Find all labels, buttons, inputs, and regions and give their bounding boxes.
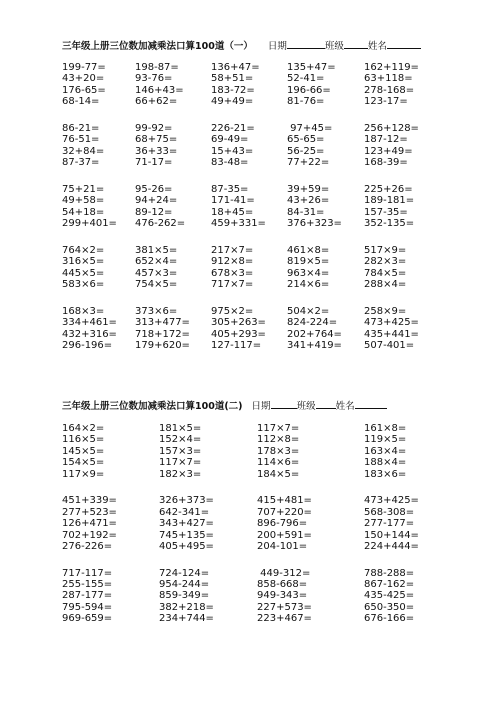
problem-item: 473+425= (364, 495, 419, 507)
class-label: 班级 (296, 401, 316, 412)
problem-item: 256+128= (364, 122, 419, 134)
problem-item: 278-168= (364, 84, 415, 96)
problem-item: 650-350= (364, 601, 415, 613)
problem-item: 136+47= (211, 62, 260, 73)
problem-item: 824-224= (287, 317, 338, 329)
problem-item: 49+58= (62, 195, 105, 207)
problem-item: 678×3= (211, 267, 254, 279)
problem-item: 152×4= (159, 434, 202, 446)
problem-item: 287-177= (62, 590, 113, 602)
problem-item: 296-196= (62, 339, 113, 351)
problem-item: 164×2= (62, 423, 105, 434)
problem-item: 145×5= (62, 445, 105, 457)
problem-item: 376+323= (287, 218, 342, 230)
problem-item: 119×5= (364, 434, 407, 446)
problem-item: 58+51= (211, 73, 254, 85)
problem-item: 15+43= (211, 145, 254, 157)
problem-item: 415+481= (257, 495, 312, 507)
class-label: 班级 (324, 41, 344, 52)
problem-item: 114×6= (257, 457, 300, 469)
problem-item: 188×4= (364, 457, 407, 469)
problem-item: 43+20= (62, 73, 105, 85)
problem-item: 276-226= (62, 540, 113, 552)
problem-item: 77+22= (287, 157, 330, 169)
problem-item: 507-401= (364, 339, 415, 351)
class-blank[interactable] (316, 399, 336, 409)
problem-item: 163×4= (364, 445, 407, 457)
problem-item: 718+172= (135, 328, 190, 340)
problem-item: 473+425= (364, 317, 419, 329)
problem-item: 305+263= (211, 317, 266, 329)
name-label: 姓名 (335, 401, 355, 412)
problem-item: 717×7= (211, 279, 254, 291)
problem-item: 187-12= (364, 134, 408, 146)
problem-item: 204-101= (257, 540, 308, 552)
problem-item: 583×6= (62, 279, 105, 291)
problem-item: 788-288= (364, 567, 415, 579)
problem-item: 435+441= (364, 328, 419, 340)
problem-item: 178×3= (257, 445, 300, 457)
problem-item: 63+118= (364, 73, 413, 85)
problem-item: 255-155= (62, 579, 113, 591)
problem-item: 227+573= (257, 601, 312, 613)
problem-item: 200+591= (257, 529, 312, 541)
problem-item: 954-244= (159, 579, 210, 591)
problem-item: 52-41= (287, 73, 325, 85)
problem-item: 161×8= (364, 423, 407, 434)
problem-item: 75+21= (62, 183, 105, 195)
name-label: 姓名 (367, 41, 387, 52)
problem-item: 745+135= (159, 529, 214, 541)
problem-item: 277-177= (364, 518, 415, 530)
class-blank[interactable] (344, 39, 368, 49)
name-blank[interactable] (387, 39, 421, 49)
problem-item: 234+744= (159, 613, 214, 625)
date-label: 日期 (267, 41, 287, 52)
problem-item: 381×5= (135, 244, 178, 256)
problem-item: 76-51= (62, 134, 100, 146)
section1-title: 三年级上册三位数加减乘法口算100道（一） (62, 41, 253, 52)
problem-item: 162+119= (364, 62, 419, 73)
problem-item: 182×3= (159, 468, 202, 480)
problem-item: 176-65= (62, 84, 106, 96)
section1-header (62, 38, 421, 52)
section1-fields (268, 41, 421, 52)
problem-item: 150+144= (364, 529, 419, 541)
problem-item: 49+49= (211, 96, 254, 108)
problem-item: 36+33= (135, 145, 178, 157)
name-blank[interactable] (355, 399, 387, 409)
problem-item: 963×4= (287, 267, 330, 279)
problem-item: 258×9= (364, 305, 407, 317)
problem-item: 277+523= (62, 506, 117, 518)
problem-item: 226-21= (211, 122, 255, 134)
problem-item: 975×2= (211, 305, 254, 317)
problem-item: 451+339= (62, 495, 117, 507)
problem-item: 288×4= (364, 279, 407, 291)
problem-item: 784×5= (364, 267, 407, 279)
problem-item: 724-124= (159, 567, 210, 579)
problem-item: 435-425= (364, 590, 415, 602)
problem-item: 66+62= (135, 96, 178, 108)
problem-item: 313+477= (135, 317, 190, 329)
problem-item: 299+401= (62, 218, 117, 230)
problem-item: 352-135= (364, 218, 415, 230)
problem-item: 198-87= (135, 62, 179, 73)
problem-item: 504×2= (287, 305, 330, 317)
problem-item: 282×3= (364, 256, 407, 268)
problem-item: 39+59= (287, 183, 330, 195)
problem-item: 157×3= (159, 445, 202, 457)
problem-item: 168×3= (62, 305, 105, 317)
problem-item: 32+84= (62, 145, 105, 157)
problem-item: 123-17= (364, 96, 408, 108)
problem-item: 84-31= (287, 206, 325, 218)
problem-item: 154×5= (62, 457, 105, 469)
problem-item: 87-35= (211, 183, 249, 195)
problem-item: 202+764= (287, 328, 342, 340)
problem-item: 405+293= (211, 328, 266, 340)
problem-item: 93-76= (135, 73, 173, 85)
problem-item: 795-594= (62, 601, 113, 613)
section2-title: 三年级上册三位数加减乘法口算100道(二) (62, 401, 243, 412)
problem-item: 819×5= (287, 256, 330, 268)
problem-item: 87-37= (62, 157, 100, 169)
problem-item: 97+45= (287, 122, 333, 134)
problem-item: 341+419= (287, 339, 342, 351)
problem-item: 896-796= (257, 518, 308, 530)
problem-item: 112×8= (257, 434, 300, 446)
problem-item: 146+43= (135, 84, 184, 96)
problem-item: 459+331= (211, 218, 266, 230)
problem-item: 476-262= (135, 218, 186, 230)
problem-item: 224+444= (364, 540, 419, 552)
problem-item: 83-48= (211, 157, 249, 169)
problem-item: 754×5= (135, 279, 178, 291)
problem-item: 707+220= (257, 506, 312, 518)
problem-item: 457×3= (135, 267, 178, 279)
problem-item: 179+620= (135, 339, 190, 351)
problem-item: 189-181= (364, 195, 415, 207)
problem-item: 717-117= (62, 567, 113, 579)
problem-item: 116×5= (62, 434, 105, 446)
problem-item: 949-343= (257, 590, 308, 602)
date-blank[interactable] (287, 39, 325, 49)
problem-item: 43+26= (287, 195, 330, 207)
problem-item: 225+26= (364, 183, 413, 195)
problem-item: 18+45= (211, 206, 254, 218)
problem-item: 95-26= (135, 183, 173, 195)
problem-item: 405+495= (159, 540, 214, 552)
problem-item: 316×5= (62, 256, 105, 268)
problem-item: 652×4= (135, 256, 178, 268)
problem-item: 702+192= (62, 529, 117, 541)
problem-item: 86-21= (62, 122, 100, 134)
problem-item: 183×6= (364, 468, 407, 480)
problem-item: 68+75= (135, 134, 178, 146)
problem-item: 568-308= (364, 506, 415, 518)
problem-item: 859-349= (159, 590, 210, 602)
problem-item: 71-17= (135, 157, 173, 169)
problem-item: 99-92= (135, 122, 173, 134)
problem-item: 373×6= (135, 305, 178, 317)
problem-item: 94+24= (135, 195, 178, 207)
problem-item: 183-72= (211, 84, 255, 96)
problem-item: 449-312= (257, 567, 311, 579)
section2-header (62, 398, 387, 412)
problem-item: 445×5= (62, 267, 105, 279)
section2-fields (252, 401, 387, 412)
problem-item: 81-76= (287, 96, 325, 108)
problem-item: 89-12= (135, 206, 173, 218)
problem-item: 135+47= (287, 62, 336, 73)
problem-item: 214×6= (287, 279, 330, 291)
problem-item: 461×8= (287, 244, 330, 256)
problem-item: 117×7= (257, 423, 300, 434)
problem-item: 56-25= (287, 145, 325, 157)
problem-item: 69-49= (211, 134, 249, 146)
problem-item: 117×7= (159, 457, 202, 469)
problem-item: 217×7= (211, 244, 254, 256)
date-label: 日期 (251, 401, 271, 412)
problem-item: 676-166= (364, 613, 415, 625)
problem-item: 432+316= (62, 328, 117, 340)
problem-item: 157-35= (364, 206, 408, 218)
problem-item: 969-659= (62, 613, 113, 625)
problem-item: 867-162= (364, 579, 415, 591)
problem-item: 382+218= (159, 601, 214, 613)
problem-item: 343+427= (159, 518, 214, 530)
problem-item: 858-668= (257, 579, 308, 591)
date-blank[interactable] (271, 399, 297, 409)
problem-item: 326+373= (159, 495, 214, 507)
problem-item: 54+18= (62, 206, 105, 218)
problem-item: 642-341= (159, 506, 210, 518)
problem-item: 68-14= (62, 96, 100, 108)
problem-item: 912×8= (211, 256, 254, 268)
problem-item: 334+461= (62, 317, 117, 329)
problem-item: 517×9= (364, 244, 407, 256)
problem-item: 168-39= (364, 157, 408, 169)
problem-item: 181×5= (159, 423, 202, 434)
problem-item: 123+49= (364, 145, 413, 157)
problem-item: 764×2= (62, 244, 105, 256)
problem-item: 171-41= (211, 195, 255, 207)
problem-item: 127-117= (211, 339, 262, 351)
problem-item: 199-77= (62, 62, 106, 73)
problem-item: 223+467= (257, 613, 312, 625)
problem-item: 184×5= (257, 468, 300, 480)
problem-item: 117×9= (62, 468, 105, 480)
problem-item: 65-65= (287, 134, 325, 146)
problem-item: 126+471= (62, 518, 117, 530)
problem-item: 196-66= (287, 84, 331, 96)
